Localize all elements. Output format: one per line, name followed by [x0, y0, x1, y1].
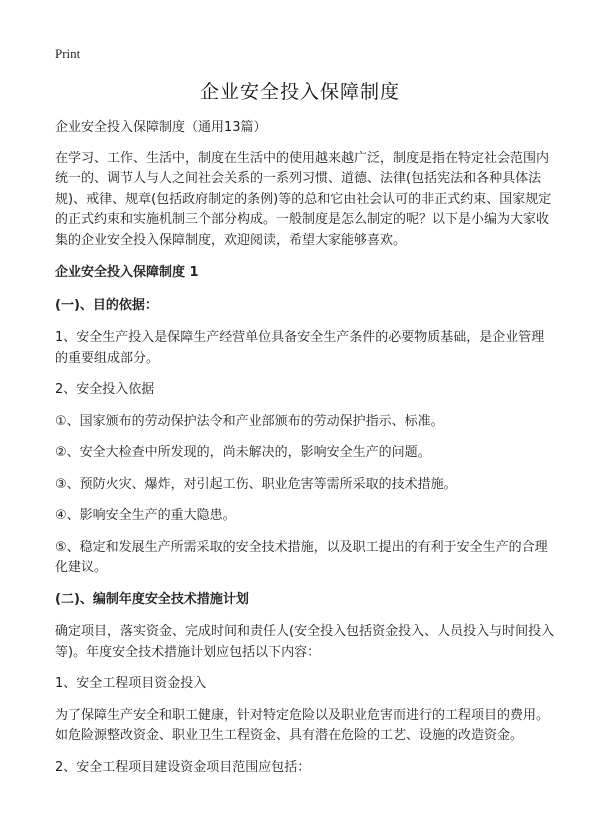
list-item: ⑤、稳定和发展生产所需采取的安全技术措施，以及职工提出的有利于安全生产的合理化建议。: [55, 539, 548, 575]
list-item: ③、预防火灾、爆炸，对引起工伤、职业危害等需所采取的技术措施。: [55, 476, 457, 492]
print-link[interactable]: Print: [55, 46, 81, 61]
document-body: [55, 118, 555, 789]
part1-heading: (一)、目的依据：: [55, 297, 158, 313]
intro-paragraph: 在学习、工作、生活中，制度在生活中的使用越来越广泛，制度是指在特定社会范围内统一的、调节人与人之间社会关系的一系列习惯、道德、法律(包括宪法和各种具体法规)、戒律、规章(包括政府制定的条例)等的总和它由社会认可的非正式约束、国家规定的正式约束和实施机制三个部分构成。一般制度是怎么制定的呢？以下是小编为大家收集的企业安全投入保障制度，欢迎阅读，希望大家能够喜欢。: [55, 150, 552, 248]
part2-heading: (二)、编制年度安全技术措施计划: [55, 591, 249, 607]
paragraph: 为了保障生产安全和职工健康，针对特定危险以及职业危害而进行的工程项目的费用。如危险源整改资金、职业卫生工程资金、具有潜在危险的工艺、设施的改造资金。: [55, 707, 550, 743]
paragraph: 1、安全工程项目资金投入: [55, 676, 207, 691]
list-item: ④、影响安全生产的重大隐患。: [55, 508, 236, 523]
paragraph: 确定项目，落实资金、完成时间和责任人(安全投入包括资金投入、人员投入与时间投入等)。年度安全技术措施计划应包括以下内容：: [55, 624, 555, 660]
paragraph: 1、安全生产投入是保障生产经营单位具备安全生产条件的必要物质基础，是企业管理的重要组成部分。: [55, 330, 545, 366]
paragraph: 2、安全工程项目建设资金项目范围应包括：: [55, 759, 311, 775]
list-item: ②、安全大检查中所发现的，尚未解决的，影响安全生产的问题。: [55, 445, 431, 460]
document-title: 企业安全投入保障制度: [199, 81, 400, 103]
paragraph: 2、安全投入依据: [55, 382, 155, 397]
list-item: ①、国家颁布的劳动保护法令和产业部颁布的劳动保护指示、标准。: [55, 413, 444, 429]
document-subtitle: 企业安全投入保障制度（通用13篇）: [55, 120, 267, 135]
section-heading: 企业安全投入保障制度 1: [55, 265, 199, 280]
